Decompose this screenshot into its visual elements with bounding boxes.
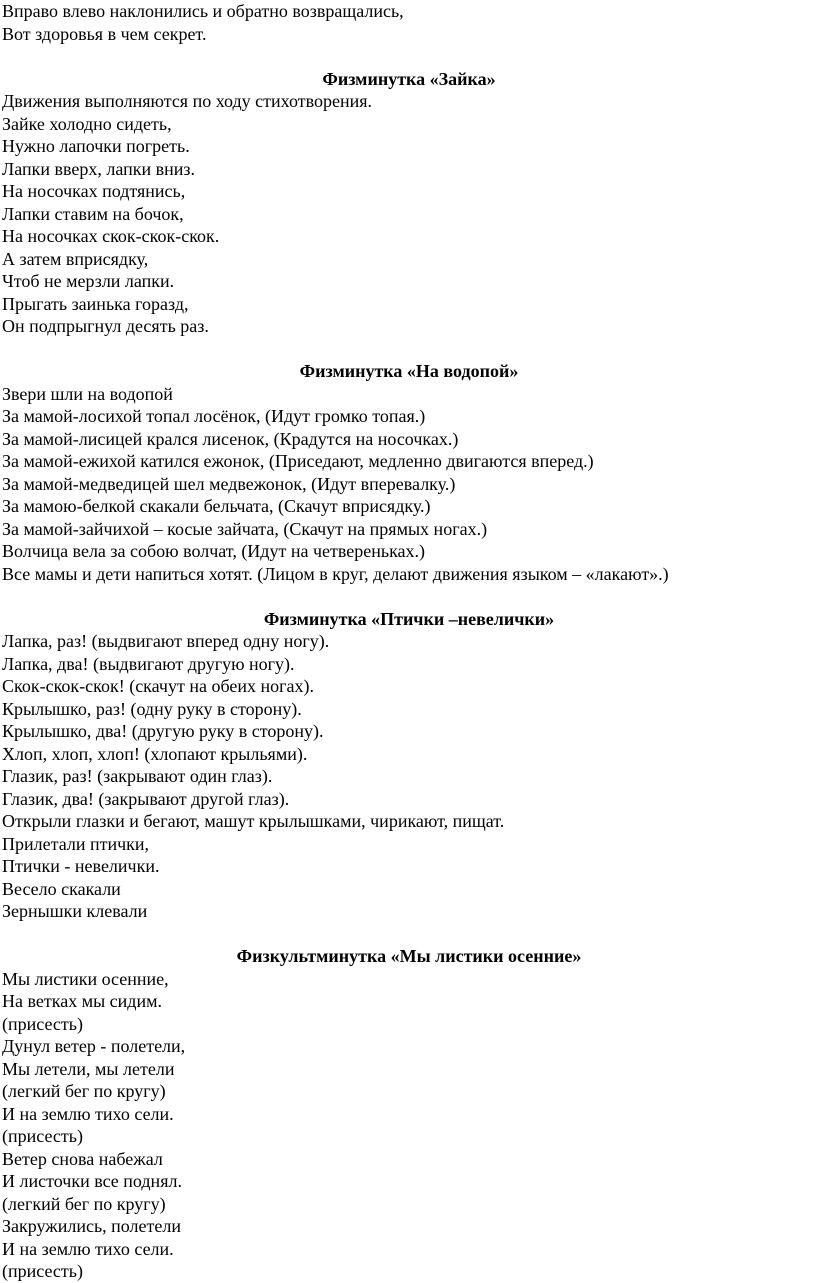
text-line: И на землю тихо сели. <box>2 1238 174 1259</box>
text-line: За мамой-лисицей крался лисенок, (Крадутся на носочках.) <box>2 428 459 449</box>
text-line: Все мамы и дети напиться хотят. (Лицом в круг, делают движения языком – «лакают».) <box>2 563 669 584</box>
text-line: Прыгать заинька горазд, <box>2 293 189 314</box>
text-line: Зайке холодно сидеть, <box>2 113 172 134</box>
text-line: (присесть) <box>2 1013 83 1034</box>
text-line: Ветер снова набежал <box>2 1148 163 1169</box>
text-line: Волчица вела за собою волчат, (Идут на четвереньках.) <box>2 541 426 561</box>
text-line: Крылышко, два! (другую руку в сторону). <box>2 721 324 741</box>
text-line: Закружились, полетели <box>2 1216 181 1236</box>
text-line: Нужно лапочки погреть. <box>2 136 190 156</box>
text-line: И листочки все поднял. <box>2 1171 182 1191</box>
text-line: Глазик, раз! (закрывают один глаз). <box>2 766 273 786</box>
text-line: Лапки вверх, лапки вниз. <box>2 158 195 179</box>
text-line: Мы летели, мы летели <box>2 1058 175 1079</box>
text-line: Открыли глазки и бегают, машут крылышками, чирикают, пищат. <box>2 811 505 831</box>
section-ptichki <box>2 608 816 923</box>
spacer <box>2 45 816 68</box>
text-line: Вот здоровья в чем секрет. <box>2 23 207 44</box>
text-line: Весело скакали <box>2 878 121 899</box>
text-line: Лапка, два! (выдвигают другую ногу). <box>2 653 295 674</box>
text-line: Чтоб не мерзли лапки. <box>2 271 175 291</box>
section-zaika <box>2 68 816 338</box>
text-line: Зернышки клевали <box>2 901 148 921</box>
text-line: (легкий бег по кругу) <box>2 1081 166 1101</box>
text-line: На носочках подтянись, <box>2 181 186 201</box>
text-line: Хлоп, хлоп, хлоп! (хлопают крыльями). <box>2 743 308 764</box>
section-title: Физминутка «Птички –невелички» <box>263 608 555 629</box>
section-title: Физминутка «На водопой» <box>299 361 519 381</box>
text-line: За мамою-белкой скакали бельчата, (Скачут вприсядку.) <box>2 496 431 516</box>
text-line: (присесть) <box>2 1126 83 1146</box>
text-line: За мамой-зайчихой – косые зайчата, (Скачут на прямых ногах.) <box>2 518 488 539</box>
text-line: На ветках мы сидим. <box>2 991 162 1011</box>
text-line: За мамой-медведицей шел медвежонок, (Идут вперевалку.) <box>2 473 456 494</box>
section-title: Физкультминутка «Мы листики осенние» <box>236 946 582 966</box>
text-line: (присесть) <box>2 1261 83 1281</box>
text-line: Птички - невелички. <box>2 856 160 876</box>
section-title: Физминутка «Зайка» <box>322 68 496 89</box>
section-listiki <box>2 945 816 1283</box>
text-line: Лапка, раз! (выдвигают вперед одну ногу). <box>2 631 330 651</box>
text-line: Скок-скок-скок! (скачут на обеих ногах). <box>2 676 315 696</box>
text-line: Звери шли на водопой <box>2 383 173 404</box>
text-line: Вправо влево наклонились и обратно возвращались, <box>2 1 404 21</box>
text-line: Движения выполняются по ходу стихотворения. <box>2 91 373 111</box>
section-na-vodopoy <box>2 360 816 585</box>
intro-block <box>2 0 816 45</box>
text-line: На носочках скок-скок-скок. <box>2 226 220 246</box>
text-line: Дунул ветер - полетели, <box>2 1036 186 1056</box>
text-line: А затем вприсядку, <box>2 248 149 269</box>
text-line: И на землю тихо сели. <box>2 1103 174 1124</box>
text-line: Крылышко, раз! (одну руку в сторону). <box>2 698 302 719</box>
text-line: Мы листики осенние, <box>2 968 169 989</box>
text-line: Он подпрыгнул десять раз. <box>2 316 209 336</box>
spacer <box>2 585 816 608</box>
text-line: За мамой-лосихой топал лосёнок, (Идут громко топая.) <box>2 406 426 426</box>
text-line: (легкий бег по кругу) <box>2 1193 166 1214</box>
text-line: За мамой-ежихой катился ежонок, (Приседают, медленно двигаются вперед.) <box>2 451 594 471</box>
text-line: Глазик, два! (закрывают другой глаз). <box>2 788 290 809</box>
spacer <box>2 923 816 946</box>
text-line: Прилетали птички, <box>2 833 150 854</box>
text-line: Лапки ставим на бочок, <box>2 203 184 224</box>
spacer <box>2 338 816 361</box>
